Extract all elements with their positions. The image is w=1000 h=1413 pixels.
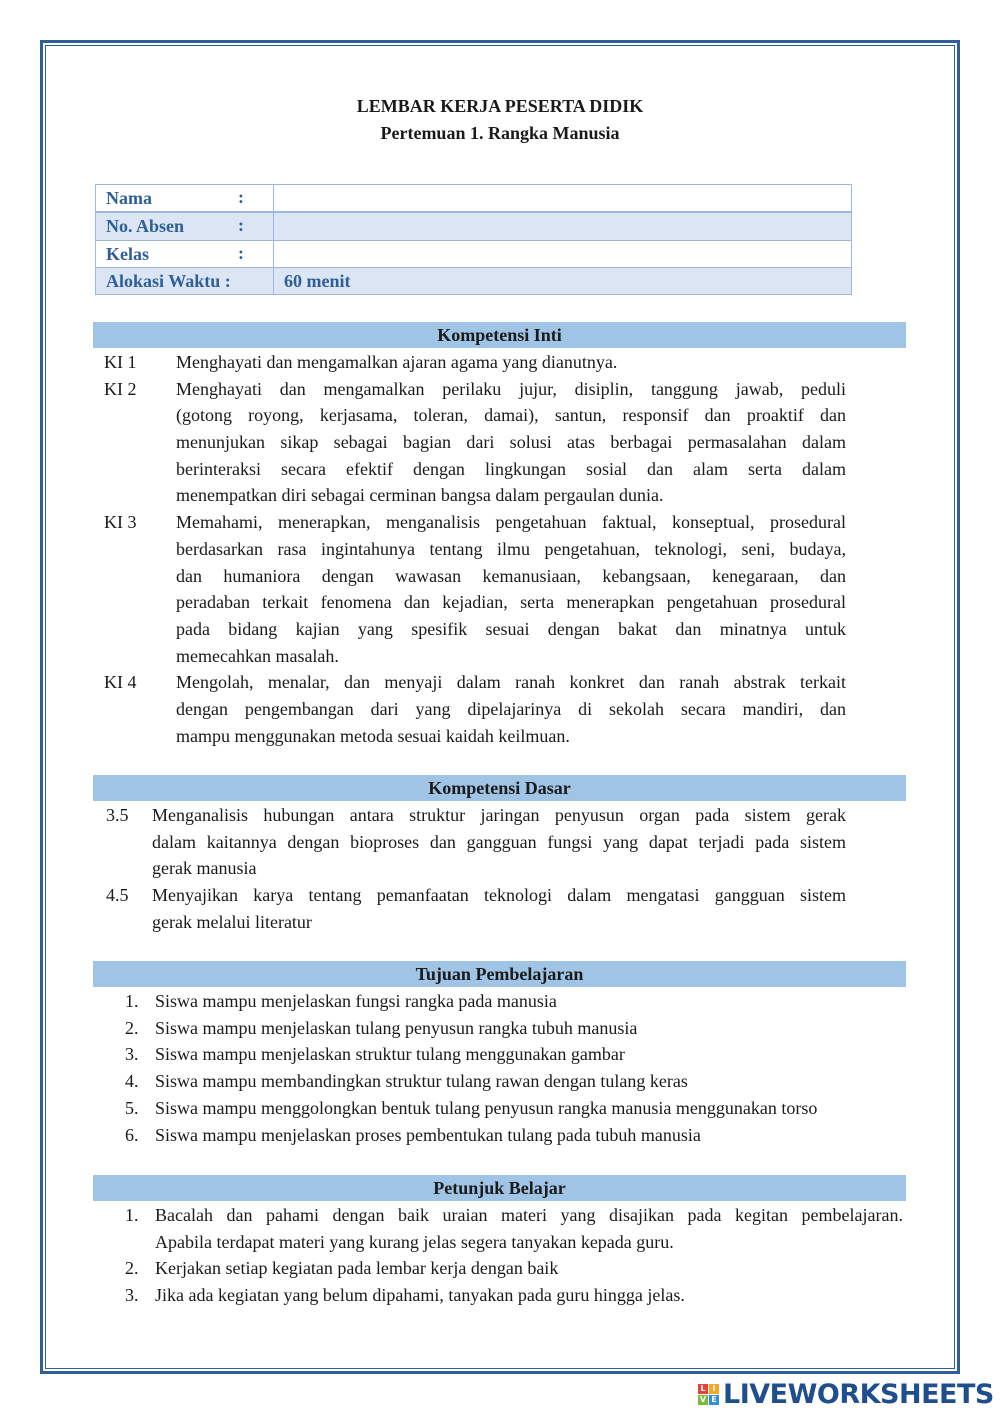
item-text-line: Menyajikan karya tentang pemanfaatan teknologi dalam mengatasi gangguan sistem: [152, 885, 846, 906]
info-label-text: Nama: [106, 187, 152, 208]
item-text-line: memecahkan masalah.: [176, 645, 339, 666]
item-text-line: Memahami, menerapkan, menganalisis pengetahuan faktual, konseptual, prosedural: [176, 512, 846, 533]
info-label: [96, 241, 274, 268]
item-text-line: gerak melalui literatur: [152, 911, 312, 932]
item-text-line: Siswa mampu menjelaskan tulang penyusun rangka tubuh manusia: [155, 1017, 638, 1038]
info-label: [96, 185, 274, 213]
info-colon: :: [238, 243, 244, 263]
liveworksheets-logo: [698, 1378, 994, 1410]
item-text-line: Siswa mampu menjelaskan struktur tulang menggunakan gambar: [155, 1044, 625, 1065]
student-info-table: [95, 184, 852, 295]
item-code: 1.: [125, 991, 139, 1011]
info-label-text: Kelas: [106, 243, 149, 264]
logo-badge-letter: V: [699, 1394, 707, 1404]
item-text-line: mampu menggunakan metoda sesuai kaidah keilmuan.: [176, 725, 570, 746]
worksheet-title: LEMBAR KERJA PESERTA DIDIK: [356, 96, 644, 116]
alokasi-value: 60 menit: [274, 268, 852, 295]
item-text-line: gerak manusia: [152, 858, 257, 879]
item-code: KI 2: [104, 378, 137, 399]
item-text-line: menunjukan sikap sebagai bagian dari solusi atas berbagai permasalahan dalam: [176, 432, 846, 453]
item-text-line: peradaban terkait fenomena dan kejadian, serta menerapkan pengetahuan prosedural: [176, 592, 846, 613]
item-text-line: Siswa mampu membandingkan struktur tulang rawan dengan tulang keras: [155, 1071, 688, 1092]
name-field[interactable]: [274, 185, 852, 213]
info-colon: :: [238, 215, 244, 235]
item-text-line: menempatkan diri sebagai cerminan bangsa dalam pergaulan dunia.: [176, 485, 664, 506]
item-text-line: Bacalah dan pahami dengan baik uraian materi yang disajikan pada kegitan pembelajaran.: [155, 1205, 903, 1225]
item-code: 5.: [125, 1097, 139, 1118]
section-heading-tujuan-pembelajaran: Tujuan Pembelajaran: [93, 961, 906, 987]
item-code: 2.: [125, 1258, 139, 1279]
item-text-line: (gotong royong, kerjasama, toleran, damai), santun, responsif dan proaktif dan: [176, 405, 846, 426]
item-text-line: Menghayati dan mengamalkan ajaran agama yang dianutnya.: [176, 352, 618, 372]
item-text-line: Jika ada kegiatan yang belum dipahami, tanyakan pada guru hingga jelas.: [155, 1285, 685, 1306]
item-code: 3.: [125, 1285, 139, 1306]
info-label: [96, 212, 274, 241]
item-code: 2.: [125, 1017, 139, 1038]
item-code: KI 4: [104, 672, 137, 693]
item-code: 4.: [125, 1071, 139, 1092]
item-code: 6.: [125, 1124, 139, 1145]
item-text-line: berinteraksi secara efektif dengan lingkungan sosial dan alam serta dalam: [176, 458, 846, 479]
item-code: 1.: [125, 1205, 139, 1225]
info-row-name: [96, 185, 852, 213]
item-text-line: Siswa mampu menjelaskan fungsi rangka pada manusia: [155, 991, 557, 1011]
item-text-line: dengan pengembangan dari yang dipelajarinya di sekolah secara mandiri, dan: [176, 699, 846, 720]
item-text-line: Menganalisis hubungan antara struktur jaringan penyusun organ pada sistem gerak: [152, 805, 846, 825]
item-text-line: Kerjakan setiap kegiatan pada lembar kerja dengan baik: [155, 1258, 559, 1279]
info-row-absen: [96, 212, 852, 241]
kelas-field[interactable]: [274, 241, 852, 268]
item-text-line: Menghayati dan mengamalkan perilaku jujur, disiplin, tanggung jawab, peduli: [176, 378, 846, 399]
section-heading-kompetensi-dasar: Kompetensi Dasar: [93, 775, 906, 801]
info-label-text: Alokasi Waktu :: [106, 270, 231, 291]
section-heading-petunjuk-belajar: Petunjuk Belajar: [93, 1175, 906, 1201]
item-text-line: dalam kaitannya dengan bioproses dan gangguan fungsi yang dapat terjadi pada sistem: [152, 831, 846, 852]
logo-badge-letter: L: [698, 1384, 708, 1394]
logo-badge-letter: I: [709, 1384, 719, 1394]
item-text-line: pada bidang kajian yang spesifik sesuai dengan bakat dan minatnya untuk: [176, 618, 846, 639]
logo-text: LIVEWORKSHEETS: [723, 1378, 994, 1410]
item-text-line: Apabila terdapat materi yang kurang jelas segera tanyakan kepada guru.: [155, 1231, 674, 1252]
item-text-line: dan humaniora dengan wawasan kemanusiaan, kebangsaan, kenegaraan, dan: [176, 565, 846, 586]
info-row-alokasi: [96, 268, 852, 295]
item-code: 3.: [125, 1044, 139, 1065]
info-row-kelas: [96, 241, 852, 268]
logo-badge-letter: E: [709, 1395, 719, 1405]
info-label: [96, 268, 274, 295]
info-label-text: No. Absen: [106, 216, 185, 236]
info-colon: :: [238, 187, 244, 207]
worksheet-subtitle: Pertemuan 1. Rangka Manusia: [380, 123, 620, 143]
absen-field[interactable]: [274, 212, 852, 241]
item-code: 3.5: [106, 805, 129, 825]
logo-badge-icon: [698, 1384, 719, 1405]
item-code: KI 1: [104, 352, 137, 372]
section-heading-kompetensi-inti: Kompetensi Inti: [93, 322, 906, 348]
item-text-line: Siswa mampu menjelaskan proses pembentukan tulang pada tubuh manusia: [155, 1124, 701, 1145]
item-text-line: Mengolah, menalar, dan menyaji dalam ranah konkret dan ranah abstrak terkait: [176, 672, 846, 693]
item-code: 4.5: [106, 885, 129, 906]
item-code: KI 3: [104, 512, 137, 533]
item-text-line: berdasarkan rasa ingintahunya tentang ilmu pengetahuan, teknologi, seni, budaya,: [176, 538, 846, 559]
item-text-line: Siswa mampu menggolongkan bentuk tulang penyusun rangka manusia menggunakan torso: [155, 1097, 818, 1118]
